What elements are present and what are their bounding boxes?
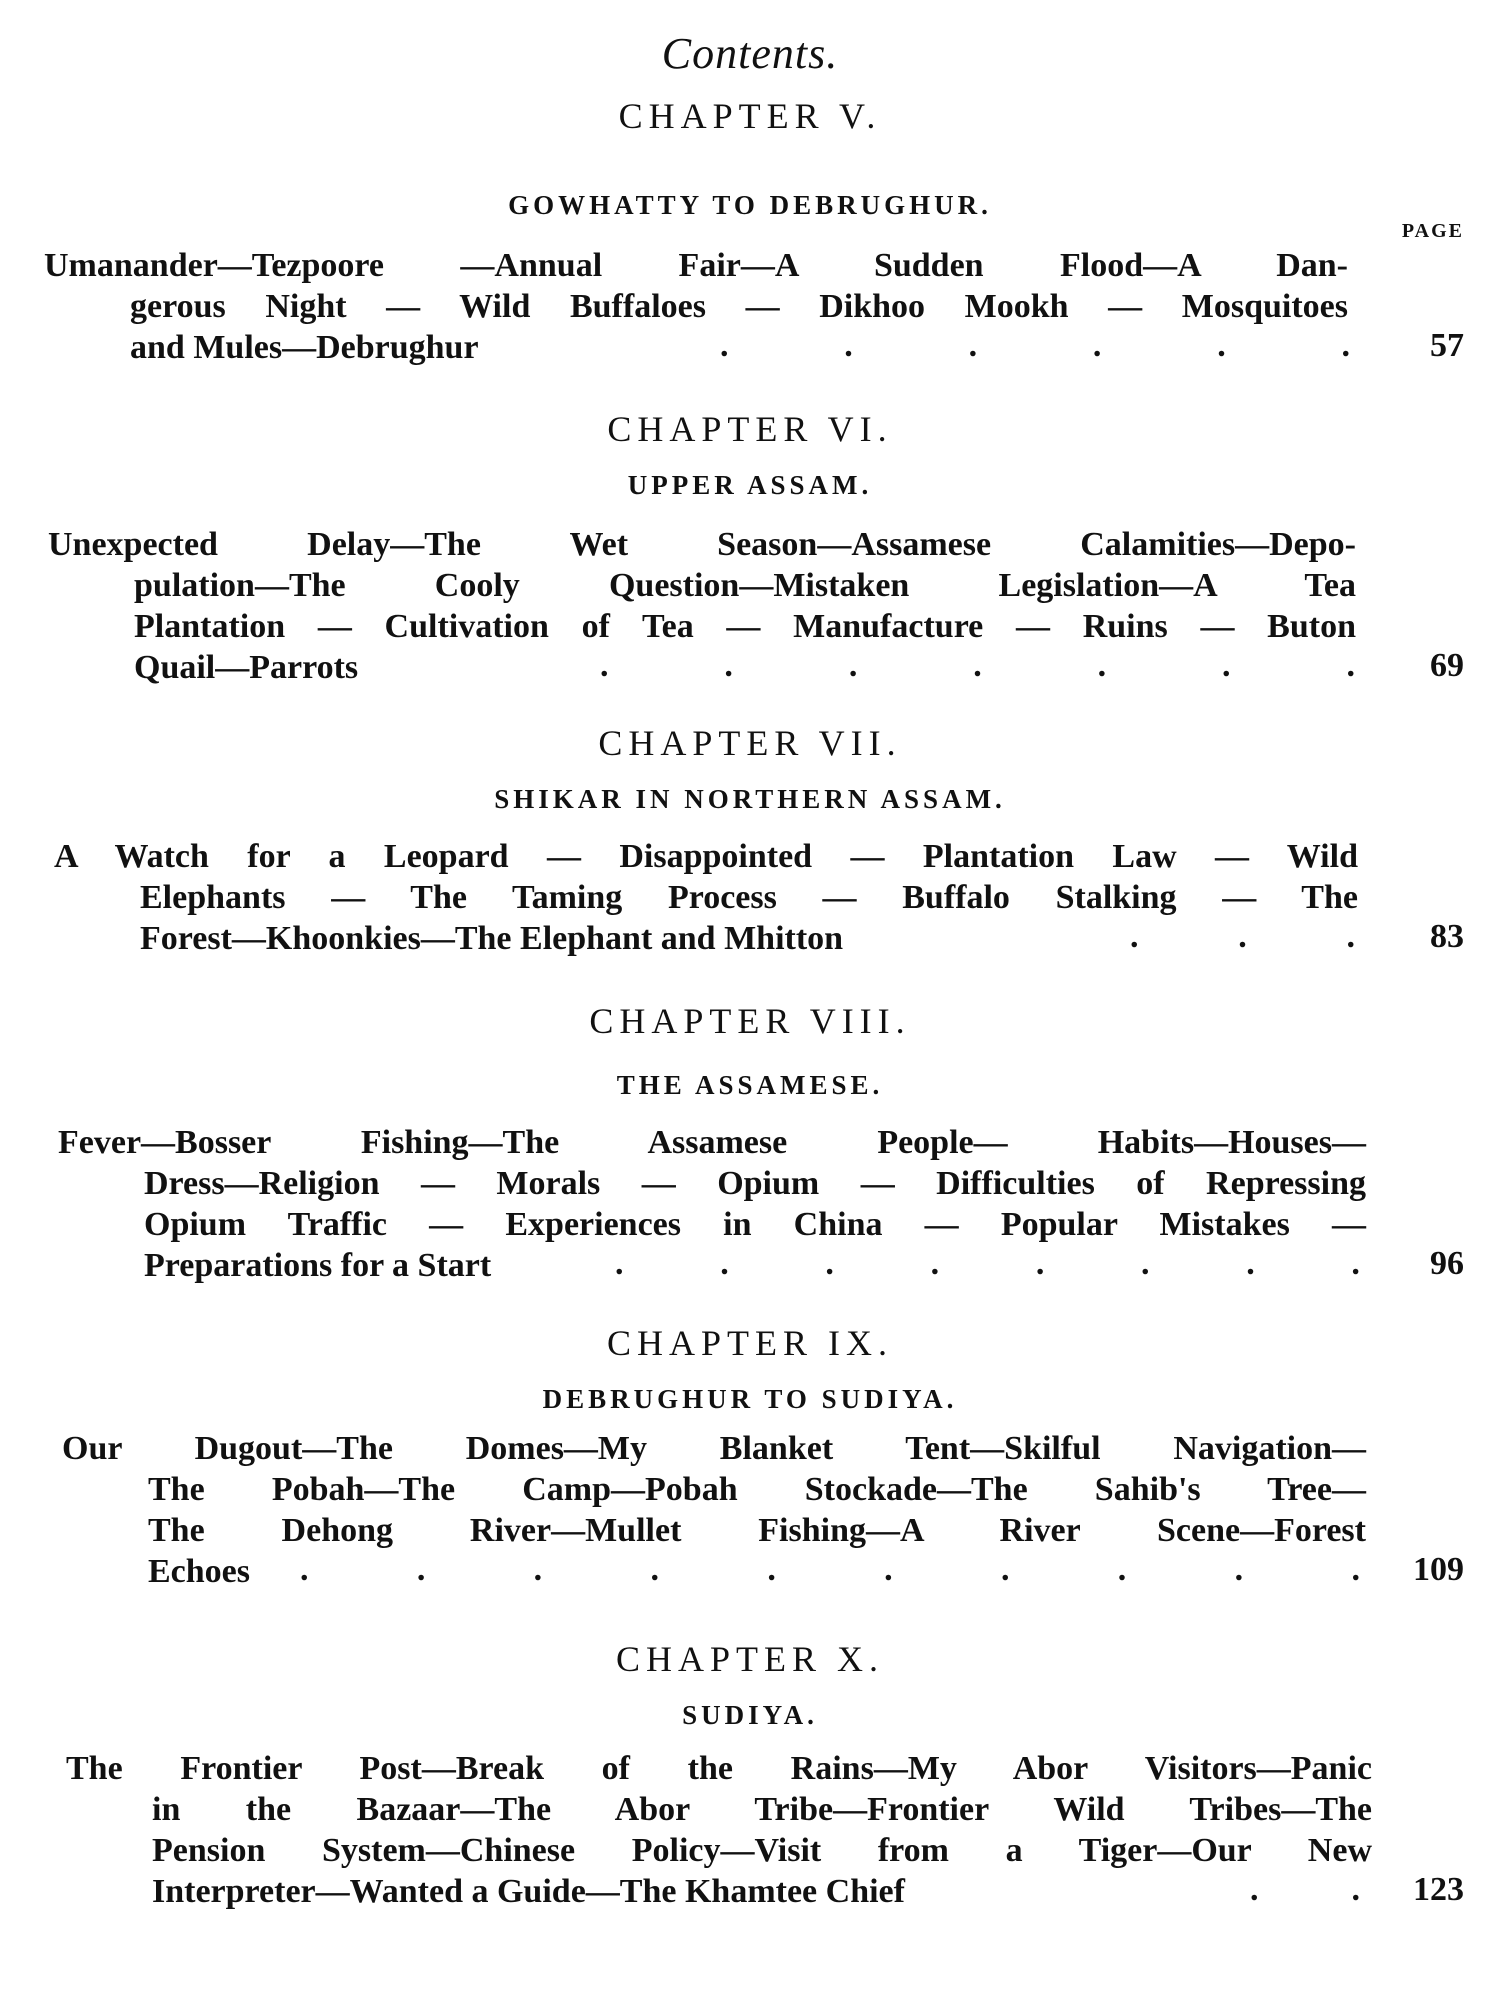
summary-line: Plantation — Cultivation of Tea — Manufacture — Ruins — Buton (134, 608, 1356, 645)
dot-leader: . . . . . . (720, 327, 1350, 364)
summary-line: The Frontier Post—Break of the Rains—My Abor Visitors—Panic (66, 1750, 1372, 1787)
chapter-title: THE ASSAMESE. (616, 1070, 884, 1100)
page-number: 57 (1430, 327, 1464, 364)
summary-line: Preparations for a Start (144, 1247, 492, 1284)
chapter-number: CHAPTER VII. (598, 723, 902, 763)
page-column-label: PAGE (1401, 220, 1464, 242)
summary-line: A Watch for a Leopard — Disappointed — Plantation Law — Wild (54, 838, 1358, 875)
summary-line: Pension System—Chinese Policy—Visit from a Tiger—Our New (152, 1832, 1372, 1869)
summary-line: gerous Night — Wild Buffaloes — Dikhoo Mookh — Mosquitoes (130, 288, 1348, 325)
page-number: 96 (1430, 1245, 1464, 1282)
chapter-title: GOWHATTY TO DEBRUGHUR. (508, 190, 992, 220)
summary-line: and Mules—Debrughur (130, 329, 479, 366)
summary-line: The Dehong River—Mullet Fishing—A River Scene—Forest (148, 1512, 1366, 1549)
page-number: 83 (1430, 918, 1464, 955)
chapter-number: CHAPTER VI. (607, 409, 893, 449)
dot-leader: . . . . . . . . . . (300, 1551, 1360, 1588)
chapter-title: DEBRUGHUR TO SUDIYA. (542, 1384, 958, 1414)
summary-line: The Pobah—The Camp—Pobah Stockade—The Sahib's Tree— (148, 1471, 1366, 1508)
summary-line: Echoes (148, 1553, 250, 1590)
summary-line: Dress—Religion — Morals — Opium — Difficulties of Repressing (144, 1165, 1366, 1202)
summary-line: Opium Traffic — Experiences in China — Popular Mistakes — (144, 1206, 1366, 1243)
summary-line: pulation—The Cooly Question—Mistaken Legislation—A Tea (134, 567, 1356, 604)
chapter-summary (66, 1748, 1372, 1912)
dot-leader: . . . . . . . . (615, 1245, 1360, 1282)
page-number: 109 (1413, 1551, 1464, 1588)
dot-leader: . . (1250, 1871, 1360, 1908)
summary-line: Elephants — The Taming Process — Buffalo Stalking — The (140, 879, 1358, 916)
summary-line: Umanander—Tezpoore —Annual Fair—A Sudden Flood—A Dan- (44, 247, 1348, 284)
summary-line: Our Dugout—The Domes—My Blanket Tent—Skilful Navigation— (62, 1430, 1366, 1467)
summary-line: Quail—Parrots (134, 649, 359, 686)
chapter-number: CHAPTER IX. (606, 1323, 893, 1363)
page-number: 69 (1430, 647, 1464, 684)
summary-line: Unexpected Delay—The Wet Season—Assamese Calamities—Depo- (48, 526, 1356, 563)
chapter-number: CHAPTER V. (618, 96, 882, 136)
chapter-number: CHAPTER VIII. (589, 1001, 911, 1041)
chapter-title: SUDIYA. (682, 1700, 818, 1730)
summary-line: in the Bazaar—The Abor Tribe—Frontier Wild Tribes—The (152, 1791, 1372, 1828)
dot-leader: . . . . . . . (600, 647, 1355, 684)
chapter-title: UPPER ASSAM. (627, 470, 873, 500)
summary-line: Interpreter—Wanted a Guide—The Khamtee Chief (152, 1873, 905, 1910)
summary-line: Forest—Khoonkies—The Elephant and Mhitton (140, 920, 844, 957)
dot-leader: . . . (1130, 918, 1355, 955)
chapter-title: SHIKAR IN NORTHERN ASSAM. (494, 784, 1006, 814)
page-number: 123 (1413, 1871, 1464, 1908)
summary-line: Fever—Bosser Fishing—The Assamese People— Habits—Houses— (58, 1124, 1366, 1161)
running-head: Contents. (661, 29, 839, 78)
chapter-number: CHAPTER X. (615, 1639, 885, 1679)
